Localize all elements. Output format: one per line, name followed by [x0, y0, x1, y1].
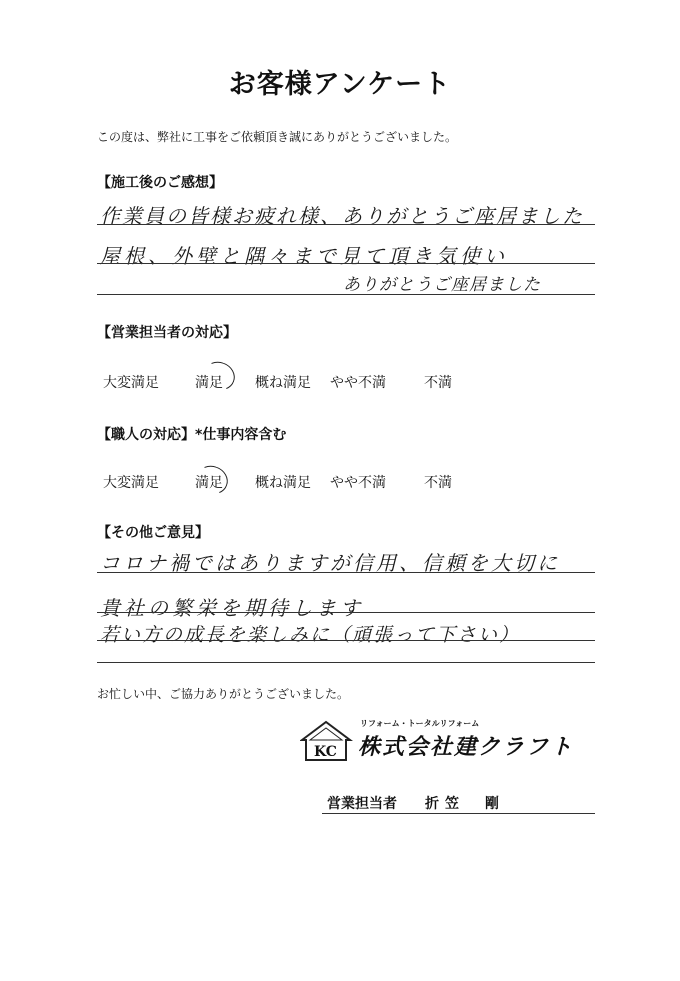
other-line-1: コロナ禍ではありますが信用、信頼を大切に [100, 551, 560, 575]
impressions-line-2: 屋根、外壁と隅々まで見て頂き気使い [100, 244, 508, 268]
company-logo [300, 718, 590, 764]
closing-text: お忙しい中、ご協力ありがとうございました。 [97, 687, 350, 701]
logo-company-name: 株式会社建クラフト [358, 735, 575, 760]
writing-line [97, 640, 595, 641]
selection-circle-mark [192, 461, 232, 498]
impressions-line-1: 作業員の皆様お疲れ様、ありがとうご座居ました [100, 204, 584, 228]
intro-text: この度は、弊社に工事をご依頼頂き誠にありがとうございました。 [97, 130, 458, 144]
other-heading: 【その他ご意見】 [97, 525, 209, 541]
impressions-line-3: ありがとうご座居ました [343, 275, 541, 295]
sales-option-dissatisfied: 不満 [424, 375, 452, 391]
logo-tagline: リフォーム・トータルリフォーム [360, 719, 480, 728]
craftsman-option-mostly-satisfied: 概ね満足 [255, 475, 311, 491]
sales-heading: 【営業担当者の対応】 [97, 325, 237, 341]
impressions-heading: 【施工後のご感想】 [97, 175, 223, 191]
writing-line [97, 263, 595, 264]
other-line-3: 若い方の成長を楽しみに（頑張って下さい） [100, 624, 521, 646]
signature-line [322, 813, 595, 814]
craftsman-option-very-satisfied: 大変満足 [103, 475, 159, 491]
sales-option-mostly-satisfied: 概ね満足 [255, 375, 311, 391]
representative-name: 折笠 剛 [425, 796, 505, 812]
survey-title: お客様アンケート [228, 69, 452, 100]
writing-line [97, 612, 595, 613]
other-line-2: 貴社の繁栄を期待します [100, 596, 364, 620]
sales-option-satisfied: 満足 [195, 375, 223, 391]
writing-line [97, 662, 595, 663]
logo-mark: KC [314, 744, 337, 760]
writing-line [97, 224, 595, 225]
writing-line [97, 572, 595, 573]
craftsman-option-somewhat-dissatisfied: やや不満 [330, 475, 386, 491]
craftsman-option-dissatisfied: 不満 [424, 475, 452, 491]
sales-option-somewhat-dissatisfied: やや不満 [330, 375, 386, 391]
sales-option-very-satisfied: 大変満足 [103, 375, 159, 391]
writing-line [97, 294, 595, 295]
craftsman-heading: 【職人の対応】*仕事内容含む [97, 427, 287, 443]
representative-label: 営業担当者 [327, 796, 397, 812]
craftsman-option-satisfied: 満足 [195, 475, 223, 491]
